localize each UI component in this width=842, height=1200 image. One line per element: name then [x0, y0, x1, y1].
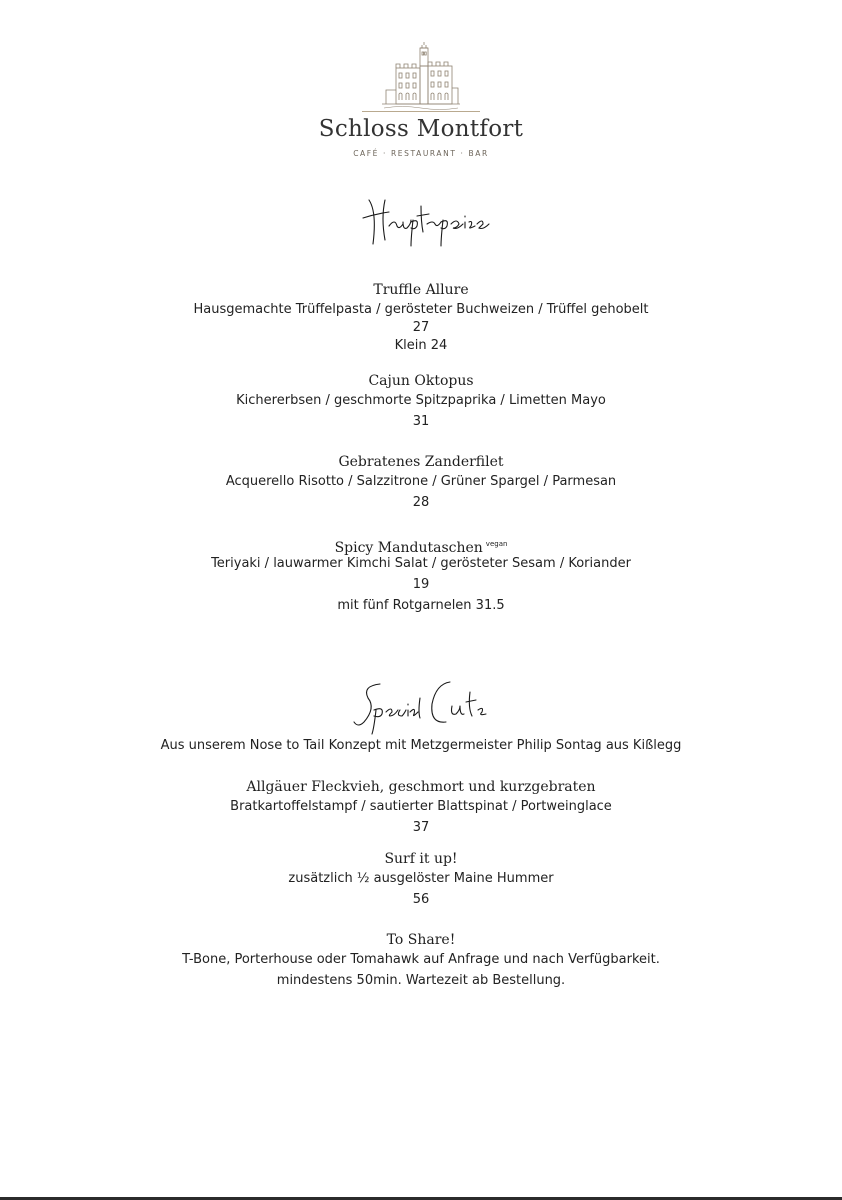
section-heading-hauptspeisen: [355, 192, 495, 252]
dish-description: Teriyaki / lauwarmer Kimchi Salat / gerösteter Sesam / Koriander: [211, 556, 631, 571]
dish-description: T-Bone, Porterhouse oder Tomahawk auf Anfrage und nach Verfügbarkeit.: [182, 952, 660, 967]
dish-price: 37: [412, 820, 430, 835]
dish-name: Surf it up!: [384, 851, 458, 867]
dish-name: Allgäuer Fleckvieh, geschmort und kurzgebraten: [246, 779, 596, 795]
dish-price: 56: [412, 892, 430, 907]
dish-name-row: [0, 535, 842, 557]
dish-name: Cajun Oktopus: [368, 373, 474, 389]
brand-name: Schloss Montfort: [318, 116, 524, 142]
dish-description: zusätzlich ½ ausgelöster Maine Hummer: [288, 871, 554, 886]
brand-tagline: CAFÉ · RESTAURANT · BAR: [353, 149, 489, 158]
dish-price: 27: [412, 320, 430, 335]
logo-divider: [362, 111, 480, 112]
dish-note: mindestens 50min. Wartezeit ab Bestellung.: [276, 973, 566, 988]
dish-description: Acquerello Risotto / Salzzitrone / Grüner Spargel / Parmesan: [225, 474, 617, 489]
dish-description: Hausgemachte Trüffelpasta / gerösteter Buchweizen / Trüffel gehobelt: [193, 302, 649, 317]
dish-name: Truffle Allure: [373, 282, 469, 298]
dish-price-small: Klein 24: [394, 338, 448, 353]
dish-price-option: mit fünf Rotgarnelen 31.5: [337, 598, 505, 613]
dish-name: Spicy Mandutaschen: [334, 540, 483, 556]
dish-name: To Share!: [386, 932, 456, 948]
dish-description: Bratkartoffelstampf / sautierter Blattspinat / Portweinglace: [230, 799, 612, 814]
dish-name: Gebratenes Zanderfilet: [338, 454, 504, 470]
castle-logo-icon: [382, 40, 460, 112]
dish-description: Kichererbsen / geschmorte Spitzpaprika / Limetten Mayo: [236, 393, 606, 408]
section-heading-special-cuts: [350, 676, 502, 738]
dish-price: 28: [412, 495, 430, 510]
dish-price: 19: [412, 577, 430, 592]
section-intro: Aus unserem Nose to Tail Konzept mit Metzgermeister Philip Sontag aus Kißlegg: [160, 738, 682, 753]
dish-price: 31: [412, 414, 430, 429]
vegan-tag: vegan: [485, 540, 508, 548]
